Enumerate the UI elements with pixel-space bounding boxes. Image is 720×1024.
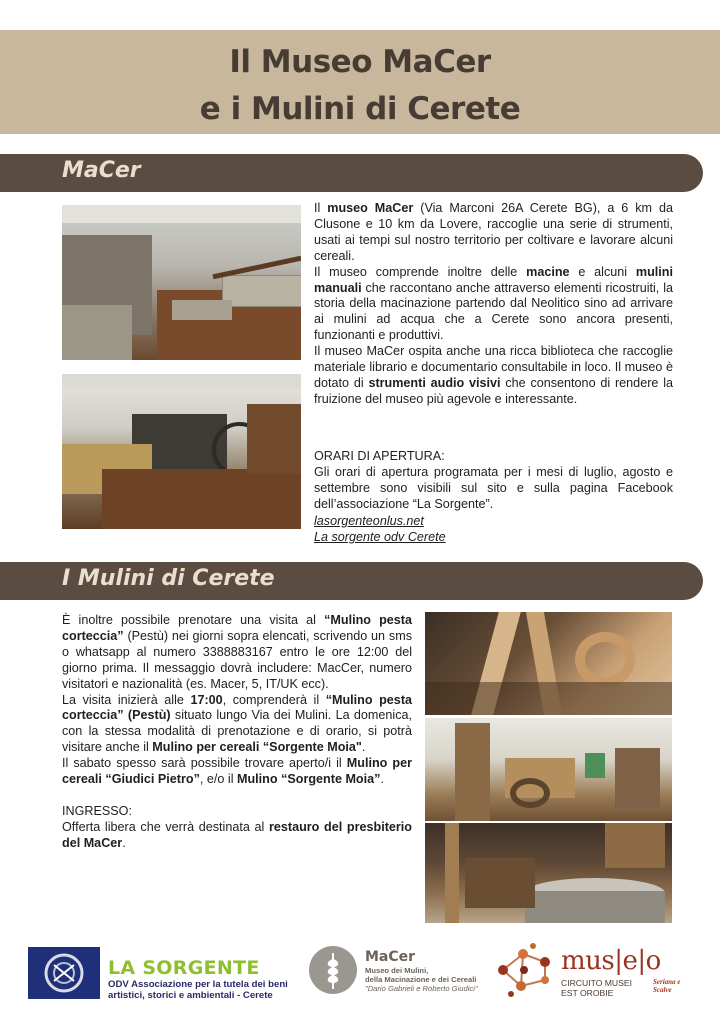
photo-wooden-gears [425, 612, 672, 715]
mulini-description [62, 613, 412, 852]
section-heading-text: I Mulini di Cerete [62, 566, 275, 591]
section-heading-text: MaCer [62, 158, 141, 183]
photo-millstones [62, 205, 301, 360]
macer-tagline: Museo dei Mulini, della Macinazione e dei Cereali "Dario Gabrieli e Roberto Giudici" [365, 966, 478, 993]
wheat-icon [308, 945, 358, 995]
macer-logo [308, 945, 483, 1003]
page-title-line-1: Il Museo MaCer [229, 44, 491, 80]
museo-tagline: CIRCUITO MUSEI EST OROBIE [561, 978, 632, 998]
mulini-paragraph-2: La visita inizierà alle 17:00, comprenderà il “Mulino pesta corteccia” (Pestù) situato lungo Via dei Mulini. La domenica, con la stessa modalità di prenotazione e di orario, si potrà visitare anche il Mulino per cereali “Sorgente Moia". [62, 692, 413, 755]
network-emblem-icon [493, 940, 557, 1000]
photo-millstone-room [425, 823, 672, 923]
macer-paragraph-3: Il museo MaCer ospita anche una ricca biblioteca che raccoglie materiale librario e documentario consultabile in loco. Il museo è dotato di strumenti audio visivi che consentono di rendere la fruizione del museo più agevole e interessante. [314, 344, 674, 406]
macer-paragraph-2: Il museo comprende inoltre delle macine e alcuni mulini manuali che raccontano anche attraverso elementi ricostruiti, la storia della macinazione partendo dal Neolitico sino ad arrivare ai mulini ad acqua che a Cerete sono ancora presenti, funzionanti e produttivi. [314, 264, 673, 343]
page-title-line-2: e i Mulini di Cerete [199, 91, 521, 127]
sorgente-name: LA SORGENTE [108, 957, 260, 979]
seriana-scalve-badge: Seriana e Scalve [653, 978, 681, 994]
mulini-paragraph-3: Il sabato spesso sarà possibile trovare aperto/i il Mulino per cereali “Giudici Pietro”, e/o il Mulino “Sorgente Moia”. [62, 756, 412, 787]
photo-threshing-machine [62, 374, 301, 529]
section-heading-mulini [0, 562, 703, 600]
macer-name: MaCer [365, 949, 416, 965]
sorgente-tagline: ODV Associazione per la tutela dei beni artistici, storici e ambientali - Cerete [108, 979, 288, 1001]
macer-description [314, 201, 673, 408]
opening-hours-text: Gli orari di apertura programata per i mesi di luglio, agosto e settembre sono visibili sul sito e sulla pagina Facebook dell’associazione “La Sorgente”. [314, 464, 673, 511]
museo-name: mus|e|o [561, 946, 661, 976]
entry-text: Offerta libera che verrà destinata al restauro del presbiterio del MaCer. [62, 819, 412, 850]
opening-hours-label: ORARI DI APERTURA: [314, 449, 445, 463]
website-link[interactable]: lasorgenteonlus.net [314, 514, 424, 528]
macer-paragraph-1: Il museo MaCer (Via Marconi 26A Cerete BG), a 6 km da Clusone e 10 km da Lovere, raccoglie una serie di strumenti, usati ai tempi sul nostro territorio per coltivare e lavorare alcuni cereali. [314, 201, 674, 263]
la-sorgente-logo [28, 947, 286, 1002]
museo-circuit-logo [493, 940, 693, 1004]
mulini-paragraph-1: È inoltre possibile prenotare una visita al “Mulino pesta corteccia” (Pestù) nei giorni sopra elencati, scrivendo un sms o whatsapp al numero 3388883167 entro le ore 12:00 del giorno prima. Il messaggio dovrà includere: MacCer, numero visitatori e nazionalità (es. Macer, 5, IT/UK ecc). [62, 613, 412, 691]
opening-hours [314, 449, 673, 513]
photo-mill-interior [425, 718, 672, 821]
facebook-link[interactable]: La sorgente odv Cerete [314, 530, 446, 544]
sorgente-emblem-icon [28, 947, 100, 999]
section-heading-macer [0, 154, 703, 192]
entry-label: INGRESSO: [62, 803, 132, 818]
